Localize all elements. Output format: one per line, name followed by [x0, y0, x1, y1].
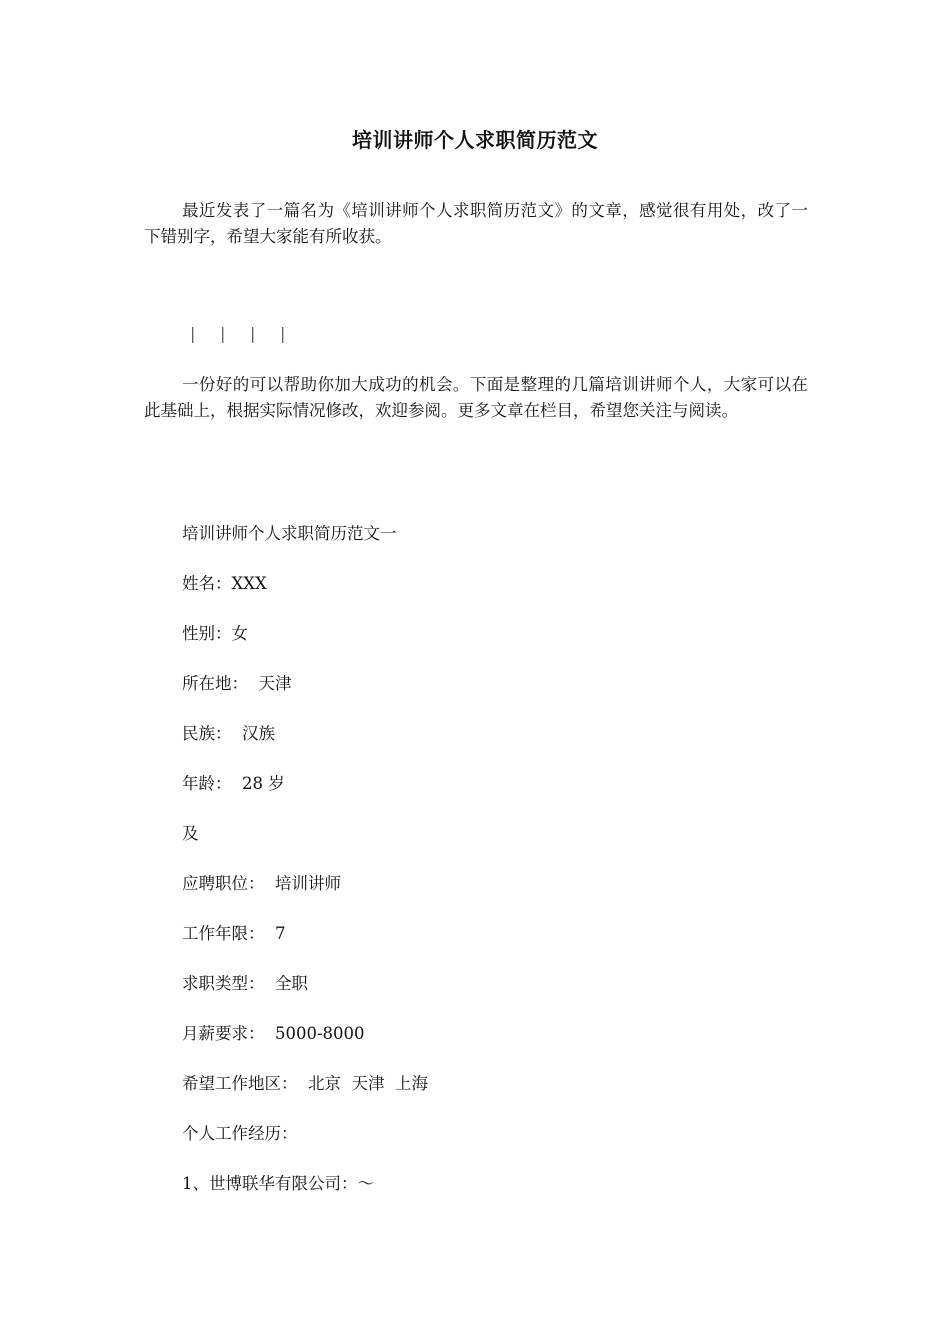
field-gender: 性别：女 — [182, 624, 248, 643]
field-experience-heading: 个人工作经历： — [182, 1124, 298, 1143]
field-salary: 月薪要求： 5000-8000 — [182, 1024, 365, 1043]
field-position: 应聘职位： 培训讲师 — [182, 874, 341, 893]
second-paragraph: 一份好的可以帮助你加大成功的机会。下面是整理的几篇培训讲师个人，大家可以在此基础上，根据实际情况修改，欢迎参阅。更多文章在栏目，希望您关注与阅读。 — [144, 375, 808, 420]
separator-mark: | — [250, 324, 256, 343]
field-experience-item: 1、世博联华有限公司：～ — [182, 1174, 374, 1193]
field-age: 年龄： 28 岁 — [182, 774, 285, 793]
document-title: 培训讲师个人求职简历范文 — [352, 128, 598, 152]
separator-row — [190, 324, 310, 343]
field-and: 及 — [182, 824, 199, 843]
field-ethnicity: 民族： 汉族 — [182, 724, 275, 743]
field-work-area: 希望工作地区： 北京 天津 上海 — [182, 1074, 428, 1093]
separator-mark: | — [220, 324, 226, 343]
field-location: 所在地： 天津 — [182, 674, 292, 693]
intro-paragraph: 最近发表了一篇名为《培训讲师个人求职简历范文》的文章，感觉很有用处，改了一下错别字，希望大家能有所收获。 — [144, 201, 808, 246]
field-name: 姓名：XXX — [182, 574, 267, 593]
separator-mark: | — [280, 324, 286, 343]
field-years: 工作年限： 7 — [182, 924, 286, 943]
separator-mark: | — [190, 324, 196, 343]
field-job-type: 求职类型： 全职 — [182, 974, 308, 993]
section-heading: 培训讲师个人求职简历范文一 — [182, 524, 397, 543]
